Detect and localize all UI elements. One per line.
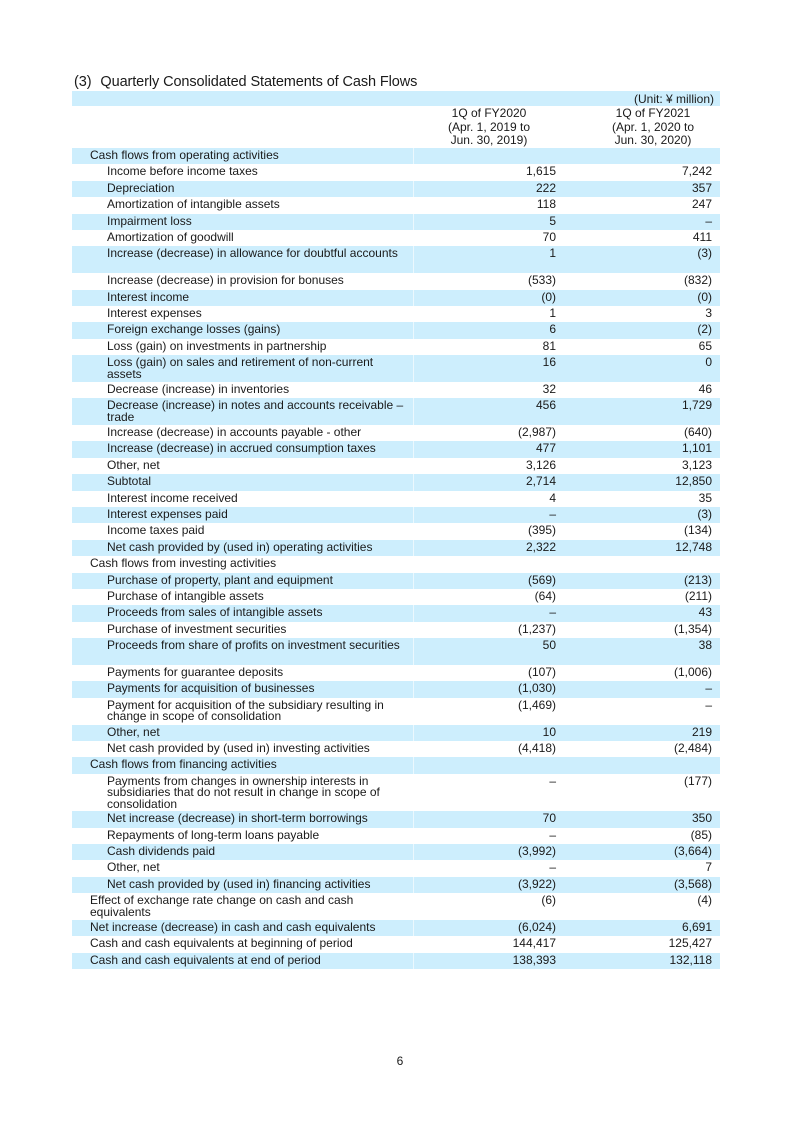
section-header-row (72, 757, 720, 773)
value-fy2021 (556, 757, 716, 759)
value-fy2021: 35 (698, 490, 712, 505)
table-row (72, 214, 720, 230)
value-fy2021: 6,691 (681, 920, 712, 935)
value-fy2020: (2,987) (517, 425, 556, 440)
row-label: Payment for acquisition of the subsidiary resulting in change in scope of consolidation (107, 697, 384, 724)
column-divider (413, 339, 414, 355)
value-fy2021: (1,354) (673, 621, 712, 636)
column-divider (413, 698, 414, 725)
row-label: Net cash provided by (used in) operating activities (107, 539, 373, 554)
value-fy2020 (408, 556, 556, 558)
row-label: Cash and cash equivalents at end of period (90, 952, 321, 967)
section-header-row (72, 556, 720, 572)
row-label: Purchase of property, plant and equipment (107, 572, 333, 587)
table-row (72, 811, 720, 827)
value-fy2020: (4,418) (517, 740, 556, 755)
column-divider (413, 290, 414, 306)
value-fy2020: (3,922) (517, 876, 556, 891)
column-divider (413, 573, 414, 589)
column-divider (413, 589, 414, 605)
row-label: Loss (gain) on sales and retirement of non-current assets (107, 355, 374, 381)
row-label: Proceeds from share of profits on investment securities (107, 638, 400, 653)
row-label: Increase (decrease) in accrued consumption taxes (107, 441, 376, 456)
value-fy2021: (85) (690, 827, 712, 842)
table-row (72, 774, 720, 812)
title-text: Quarterly Consolidated Statements of Cash Flows (100, 74, 418, 90)
table-row (72, 523, 720, 539)
column-divider (413, 638, 414, 665)
column-divider (413, 491, 414, 507)
value-fy2021: (2,484) (673, 740, 712, 755)
row-label: Purchase of intangible assets (107, 588, 264, 603)
statement-title (74, 74, 417, 90)
column-divider (413, 556, 414, 572)
column-header-row (72, 106, 720, 148)
row-label: Repayments of long-term loans payable (107, 827, 320, 842)
column-divider (413, 164, 414, 180)
row-label: Impairment loss (107, 213, 192, 228)
value-fy2020: 222 (535, 180, 556, 195)
column-divider (413, 306, 414, 322)
unit-label: (Unit: ¥ million) (633, 92, 714, 106)
table-row (72, 725, 720, 741)
value-fy2021 (556, 556, 716, 558)
value-fy2021: – (705, 697, 712, 712)
column-divider (413, 622, 414, 638)
value-fy2021: (3) (697, 246, 712, 261)
row-label: Income taxes paid (107, 523, 205, 538)
column-header-fy2021 (578, 107, 728, 148)
table-row (72, 860, 720, 876)
value-fy2021: 350 (691, 811, 712, 826)
table-row (72, 273, 720, 289)
column-divider (413, 181, 414, 197)
column-divider (413, 507, 414, 523)
column-divider (413, 665, 414, 681)
table-row (72, 540, 720, 556)
table-row (72, 164, 720, 180)
value-fy2020: 6 (549, 322, 556, 337)
value-fy2021: 3,123 (681, 457, 712, 472)
column-divider (413, 382, 414, 398)
column-divider (413, 605, 414, 621)
column-divider (413, 920, 414, 936)
row-label: Amortization of intangible assets (107, 197, 280, 212)
row-label: Increase (decrease) in allowance for doubtful accounts (107, 246, 398, 261)
row-label: Payments for guarantee deposits (107, 664, 284, 679)
table-row (72, 893, 720, 920)
value-fy2021: 65 (698, 338, 712, 353)
column-divider (413, 741, 414, 757)
table-row (72, 698, 720, 725)
value-fy2020: (107) (527, 664, 556, 679)
value-fy2021: (134) (683, 523, 712, 538)
value-fy2020: 16 (542, 355, 556, 370)
value-fy2021: (3,568) (673, 876, 712, 891)
value-fy2021: 411 (692, 229, 712, 244)
table-row (72, 622, 720, 638)
table-row (72, 306, 720, 322)
table-row (72, 230, 720, 246)
row-label: Other, net (107, 457, 160, 472)
column-divider (413, 893, 414, 920)
table-row (72, 589, 720, 605)
value-fy2021: (832) (683, 273, 712, 288)
value-fy2021: 1,729 (681, 398, 712, 413)
table-row (72, 382, 720, 398)
value-fy2020: 1 (549, 305, 556, 320)
column-header-fy2020 (414, 107, 564, 148)
value-fy2021: 12,748 (675, 539, 712, 554)
column-divider (413, 458, 414, 474)
table-row (72, 425, 720, 441)
column-header-range-end: Jun. 30, 2020) (614, 133, 692, 147)
value-fy2020: 3,126 (525, 457, 556, 472)
value-fy2021: – (705, 681, 712, 696)
table-row (72, 458, 720, 474)
column-divider (413, 230, 414, 246)
row-label: Decrease (increase) in inventories (107, 381, 290, 396)
value-fy2021: 7 (705, 860, 712, 875)
value-fy2021: (213) (683, 572, 712, 587)
table-row (72, 441, 720, 457)
table-row (72, 638, 720, 665)
column-divider (413, 474, 414, 490)
table-row (72, 844, 720, 860)
table-row (72, 355, 720, 382)
column-header-range-end: Jun. 30, 2019) (450, 133, 528, 147)
table-row (72, 507, 720, 523)
value-fy2021: (2) (697, 322, 712, 337)
column-divider (413, 953, 414, 969)
value-fy2020: 1,615 (525, 164, 556, 179)
table-row (72, 877, 720, 893)
value-fy2020: 32 (542, 381, 556, 396)
row-label: Other, net (107, 724, 160, 739)
row-label: Cash flows from financing activities (90, 757, 277, 772)
value-fy2020: 1 (549, 246, 556, 261)
row-label: Increase (decrease) in provision for bonuses (107, 273, 344, 288)
row-label: Amortization of goodwill (107, 229, 234, 244)
row-label: Purchase of investment securities (107, 621, 287, 636)
value-fy2020: 81 (542, 338, 556, 353)
row-label: Other, net (107, 860, 160, 875)
value-fy2021: 0 (705, 355, 712, 370)
column-divider (413, 877, 414, 893)
column-divider (413, 441, 414, 457)
value-fy2021: (1,006) (673, 664, 712, 679)
column-divider (413, 523, 414, 539)
value-fy2020: 144,417 (512, 936, 556, 951)
value-fy2020: 477 (535, 441, 556, 456)
row-label: Net increase (decrease) in cash and cash equivalents (90, 920, 376, 935)
value-fy2021: 125,427 (668, 936, 712, 951)
row-label: Cash dividends paid (107, 844, 216, 859)
value-fy2021: (640) (683, 425, 712, 440)
column-header-range-start: (Apr. 1, 2020 to (611, 119, 695, 134)
value-fy2021: 38 (698, 638, 712, 653)
row-label: Interest income received (107, 490, 238, 505)
table-row (72, 339, 720, 355)
column-divider (413, 681, 414, 697)
value-fy2020: (3,992) (517, 844, 556, 859)
row-label: Net increase (decrease) in short-term borrowings (107, 811, 368, 826)
table-row (72, 398, 720, 425)
column-divider (413, 936, 414, 952)
value-fy2020: (1,469) (517, 697, 556, 712)
table-row (72, 491, 720, 507)
column-divider (413, 425, 414, 441)
value-fy2020: (6) (541, 893, 556, 908)
column-divider (413, 844, 414, 860)
table-row (72, 665, 720, 681)
value-fy2020: (1,237) (517, 621, 556, 636)
row-label: Increase (decrease) in accounts payable - other (107, 425, 362, 440)
table-row (72, 681, 720, 697)
table-row (72, 197, 720, 213)
row-label: Foreign exchange losses (gains) (107, 322, 281, 337)
column-divider (413, 148, 414, 164)
value-fy2021: 12,850 (675, 474, 712, 489)
column-divider (413, 725, 414, 741)
value-fy2020: – (549, 827, 556, 842)
table-row (72, 474, 720, 490)
table-row (72, 920, 720, 936)
column-divider (413, 398, 414, 425)
table-row (72, 322, 720, 338)
column-divider (413, 811, 414, 827)
value-fy2021: 1,101 (681, 441, 712, 456)
value-fy2020: – (549, 507, 556, 522)
column-header-period: 1Q of FY2021 (615, 106, 691, 120)
table-row (72, 605, 720, 621)
table-row (72, 246, 720, 273)
value-fy2020: (64) (534, 588, 556, 603)
value-fy2021: 7,242 (681, 164, 712, 179)
column-divider (413, 860, 414, 876)
row-label: Payments for acquisition of businesses (107, 681, 315, 696)
cash-flow-table (72, 91, 720, 969)
value-fy2020: – (549, 605, 556, 620)
page-number: 6 (396, 1054, 404, 1068)
column-divider (413, 540, 414, 556)
column-divider (413, 214, 414, 230)
value-fy2021: 3 (705, 305, 712, 320)
column-divider (413, 355, 414, 382)
column-divider (413, 246, 414, 273)
table-row (72, 741, 720, 757)
column-divider (413, 757, 414, 773)
column-divider (413, 197, 414, 213)
column-header-period: 1Q of FY2020 (451, 106, 527, 120)
row-label: Loss (gain) on investments in partnership (107, 338, 327, 353)
value-fy2020: 456 (535, 398, 556, 413)
value-fy2020 (408, 757, 556, 759)
row-label: Interest expenses (107, 305, 202, 320)
row-label: Decrease (increase) in notes and accounts receivable – trade (107, 398, 404, 424)
row-label: Cash and cash equivalents at beginning of period (90, 936, 353, 951)
table-row (72, 290, 720, 306)
value-fy2021: (0) (697, 289, 712, 304)
section-header-row (72, 148, 720, 164)
row-label: Depreciation (107, 180, 175, 195)
value-fy2020: 118 (536, 197, 556, 212)
value-fy2021: (3) (697, 507, 712, 522)
value-fy2020: (533) (527, 273, 556, 288)
value-fy2021: 46 (698, 381, 712, 396)
value-fy2020: (569) (527, 572, 556, 587)
value-fy2021: 132,118 (669, 952, 712, 967)
value-fy2021: (211) (684, 588, 712, 603)
value-fy2020: 70 (542, 229, 556, 244)
row-label: Proceeds from sales of intangible assets (107, 605, 323, 620)
value-fy2020: (6,024) (517, 920, 556, 935)
row-label: Effect of exchange rate change on cash and cash equivalents (90, 893, 354, 919)
value-fy2021: 247 (691, 197, 712, 212)
section-number: (3) (74, 74, 92, 90)
value-fy2020: (395) (527, 523, 556, 538)
value-fy2020: 4 (549, 490, 556, 505)
unit-row (72, 91, 720, 106)
value-fy2020: 50 (542, 638, 556, 653)
table-body (72, 148, 720, 969)
value-fy2021: (3,664) (673, 844, 712, 859)
value-fy2020: 70 (542, 811, 556, 826)
table-row (72, 828, 720, 844)
row-label: Net cash provided by (used in) investing activities (107, 740, 370, 755)
value-fy2020: (0) (541, 289, 556, 304)
value-fy2021: (4) (697, 893, 712, 908)
row-label: Subtotal (107, 474, 152, 489)
row-label: Interest income (107, 289, 190, 304)
table-row (72, 953, 720, 969)
value-fy2020: 138,393 (512, 952, 556, 967)
row-label: Net cash provided by (used in) financing activities (107, 876, 371, 891)
value-fy2021: 43 (698, 605, 712, 620)
value-fy2020: – (549, 773, 556, 788)
value-fy2020: 2,714 (525, 474, 556, 489)
table-row (72, 181, 720, 197)
value-fy2020: 10 (542, 724, 556, 739)
column-divider (413, 322, 414, 338)
value-fy2020: – (549, 860, 556, 875)
value-fy2021: (177) (683, 773, 712, 788)
value-fy2021 (556, 148, 716, 150)
value-fy2020: 5 (549, 213, 556, 228)
table-row (72, 573, 720, 589)
row-label: Payments from changes in ownership interests in subsidiaries that do not result in change in scope of consolidation (107, 773, 380, 811)
value-fy2021: 357 (691, 180, 712, 195)
row-label: Interest expenses paid (107, 507, 228, 522)
value-fy2020: (1,030) (517, 681, 556, 696)
value-fy2020: 2,322 (525, 539, 556, 554)
row-label: Income before income taxes (107, 164, 258, 179)
column-header-range-start: (Apr. 1, 2019 to (447, 119, 531, 134)
column-divider (413, 828, 414, 844)
table-row (72, 936, 720, 952)
row-label: Cash flows from investing activities (90, 556, 277, 571)
column-divider (413, 273, 414, 289)
value-fy2021: – (705, 213, 712, 228)
column-divider (413, 774, 414, 812)
row-label: Cash flows from operating activities (90, 148, 279, 162)
value-fy2021: 219 (691, 724, 712, 739)
value-fy2020 (408, 148, 556, 150)
